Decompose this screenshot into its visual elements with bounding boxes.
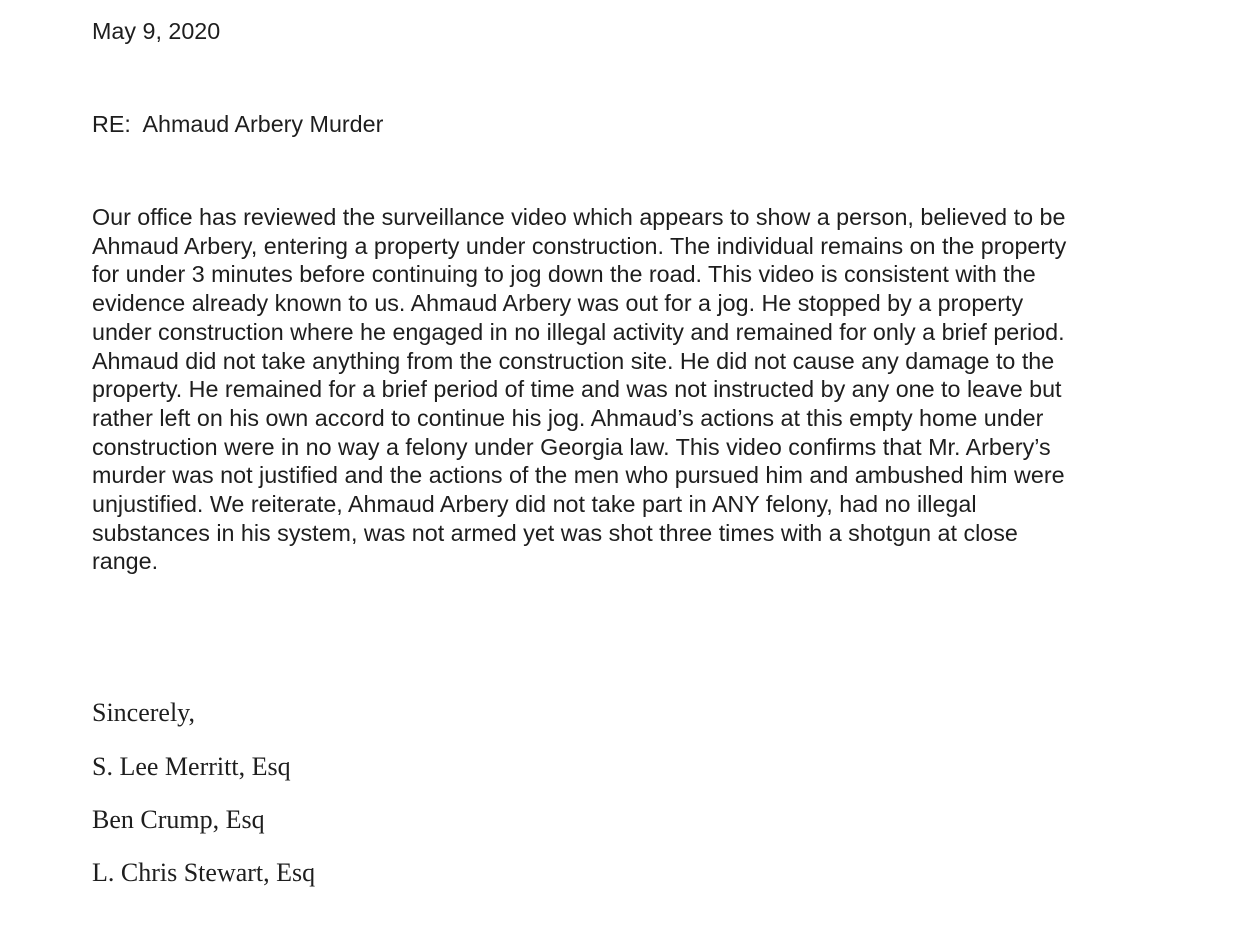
body-line: property. He remained for a brief period of time and was not instructed by any one to leave but xyxy=(92,376,1062,403)
signatory-name: Ben Crump, Esq xyxy=(92,805,265,834)
letter-subject: RE: Ahmaud Arbery Murder xyxy=(92,111,384,137)
body-line: construction were in no way a felony under Georgia law. This video confirms that Mr. Arbery’s xyxy=(92,433,1051,460)
body-line: under construction where he engaged in no illegal activity and remained for only a brief period. xyxy=(92,318,1065,345)
closing-salutation: Sincerely, xyxy=(92,698,195,727)
body-line: unjustified. We reiterate, Ahmaud Arbery did not take part in ANY felony, had no illegal xyxy=(92,491,977,518)
body-line: murder was not justified and the actions of the men who pursued him and ambushed him were xyxy=(92,462,1065,489)
letter-page xyxy=(92,0,1132,946)
signatory-name: L. Chris Stewart, Esq xyxy=(92,858,316,887)
letter-date: May 9, 2020 xyxy=(92,18,221,44)
letter-body xyxy=(92,203,1122,576)
body-line: rather left on his own accord to continue his jog. Ahmaud’s actions at this empty home under xyxy=(92,404,1044,431)
body-line: range. xyxy=(92,548,159,575)
body-line: for under 3 minutes before continuing to jog down the road. This video is consistent with the xyxy=(92,261,1036,288)
signatory-name: S. Lee Merritt, Esq xyxy=(92,752,291,781)
body-line: substances in his system, was not armed yet was shot three times with a shotgun at close xyxy=(92,519,1018,546)
body-line: evidence already known to us. Ahmaud Arbery was out for a jog. He stopped by a property xyxy=(92,290,1024,317)
body-line: Our office has reviewed the surveillance video which appears to show a person, believed to be xyxy=(92,204,1066,230)
body-line: Ahmaud did not take anything from the construction site. He did not cause any damage to the xyxy=(92,347,1055,374)
body-line: Ahmaud Arbery, entering a property under construction. The individual remains on the property xyxy=(92,232,1067,259)
